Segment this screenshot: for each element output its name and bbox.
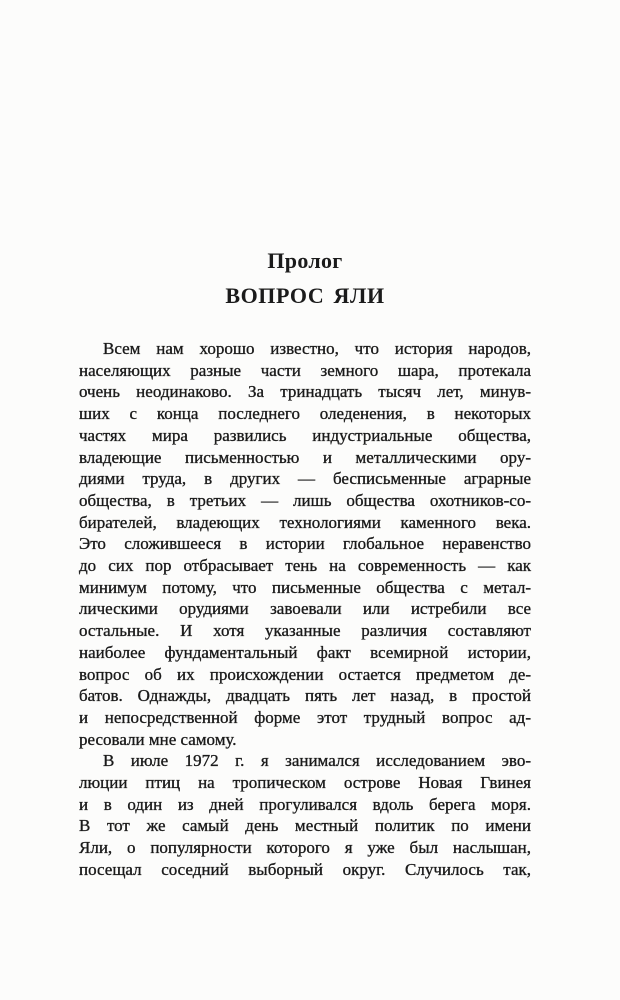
text-line: частях мира развились индустриальные общества, — [79, 425, 531, 445]
text-line: лическими орудиями завоевали или истребили все — [79, 599, 531, 619]
text-line: населяющих разные части земного шара, протекала — [79, 360, 531, 380]
text-line: Всем нам хорошо известно, что история народов, — [103, 339, 531, 358]
text-line: батов. Однажды, двадцать пять лет назад, в простой — [79, 686, 531, 706]
text-line: ресовали мне самому. — [79, 729, 237, 749]
chapter-heading: Пролог — [267, 248, 343, 273]
text-line: бирателей, владеющих технологиями каменного века. — [79, 512, 531, 532]
body-text — [79, 338, 531, 881]
text-line: вопрос об их происхождении остается предметом де- — [79, 664, 531, 684]
text-line: Это сложившееся в истории глобальное неравенство — [79, 534, 531, 554]
text-line: ших с конца последнего оледенения, в некоторых — [79, 404, 531, 424]
text-line: и в один из дней прогуливался вдоль берега моря. — [79, 794, 531, 814]
text-line: и непосредственной форме этот трудный вопрос ад- — [79, 707, 531, 727]
text-line: остальные. И хотя указанные различия составляют — [79, 621, 531, 641]
text-line: минимум потому, что письменные общества с метал- — [79, 577, 531, 597]
text-line: В тот же самый день местный политик по имени — [79, 816, 531, 836]
paragraph-2 — [79, 750, 531, 880]
text-line: В июле 1972 г. я занимался исследованием эво- — [103, 751, 531, 771]
text-line: общества, в третьих — лишь общества охотников-со- — [79, 490, 531, 510]
text-line: очень неодинаково. За тринадцать тысяч лет, минув- — [79, 382, 531, 402]
text-line: люции птиц на тропическом острове Новая Гвинея — [79, 773, 531, 793]
text-line: владеющие письменностью и металлическими ору- — [79, 447, 531, 467]
chapter-title: ВОПРОС ЯЛИ — [225, 283, 385, 308]
text-line: до сих пор отбрасывает тень на современность — как — [79, 556, 531, 576]
text-line: посещал соседний выборный округ. Случилось так, — [79, 859, 531, 879]
text-line: наиболее фундаментальный факт всемирной истории, — [79, 642, 531, 662]
paragraph-1 — [79, 338, 531, 750]
text-line: Яли, о популярности которого я уже был наслышан, — [79, 838, 531, 858]
text-line: диями труда, в других — бесписьменные аграрные — [79, 469, 531, 489]
